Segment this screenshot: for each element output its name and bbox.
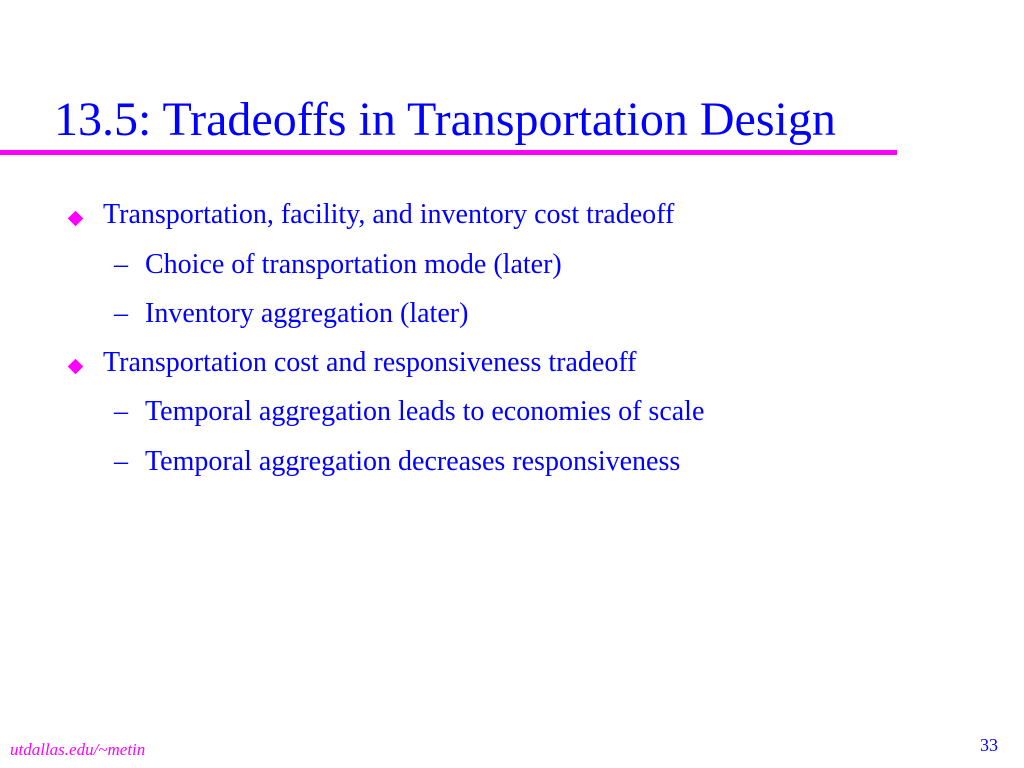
sub-bullet-dash: –: [114, 298, 128, 329]
footer-source: utdallas.edu/~metin: [10, 740, 146, 759]
sub-bullet-dash: –: [114, 396, 128, 427]
diamond-bullet-icon: [68, 211, 84, 227]
slide-title: 13.5: Tradeoffs in Transportation Design: [54, 93, 836, 146]
sub-bullet-dash: –: [114, 446, 128, 477]
sub-bullet-text: Choice of transportation mode (later): [145, 249, 562, 280]
sub-bullet-text: Temporal aggregation decreases responsiveness: [145, 446, 681, 477]
diamond-bullet-icon: [68, 359, 84, 375]
sub-bullet-dash: –: [114, 249, 128, 280]
bullet-text: Transportation cost and responsiveness tradeoff: [103, 347, 637, 378]
page-number: 33: [980, 735, 998, 755]
sub-bullet-text: Inventory aggregation (later): [145, 298, 469, 329]
bullet-text: Transportation, facility, and inventory cost tradeoff: [103, 199, 675, 230]
sub-bullet-text: Temporal aggregation leads to economies of scale: [145, 396, 705, 427]
title-underline: [0, 150, 897, 155]
